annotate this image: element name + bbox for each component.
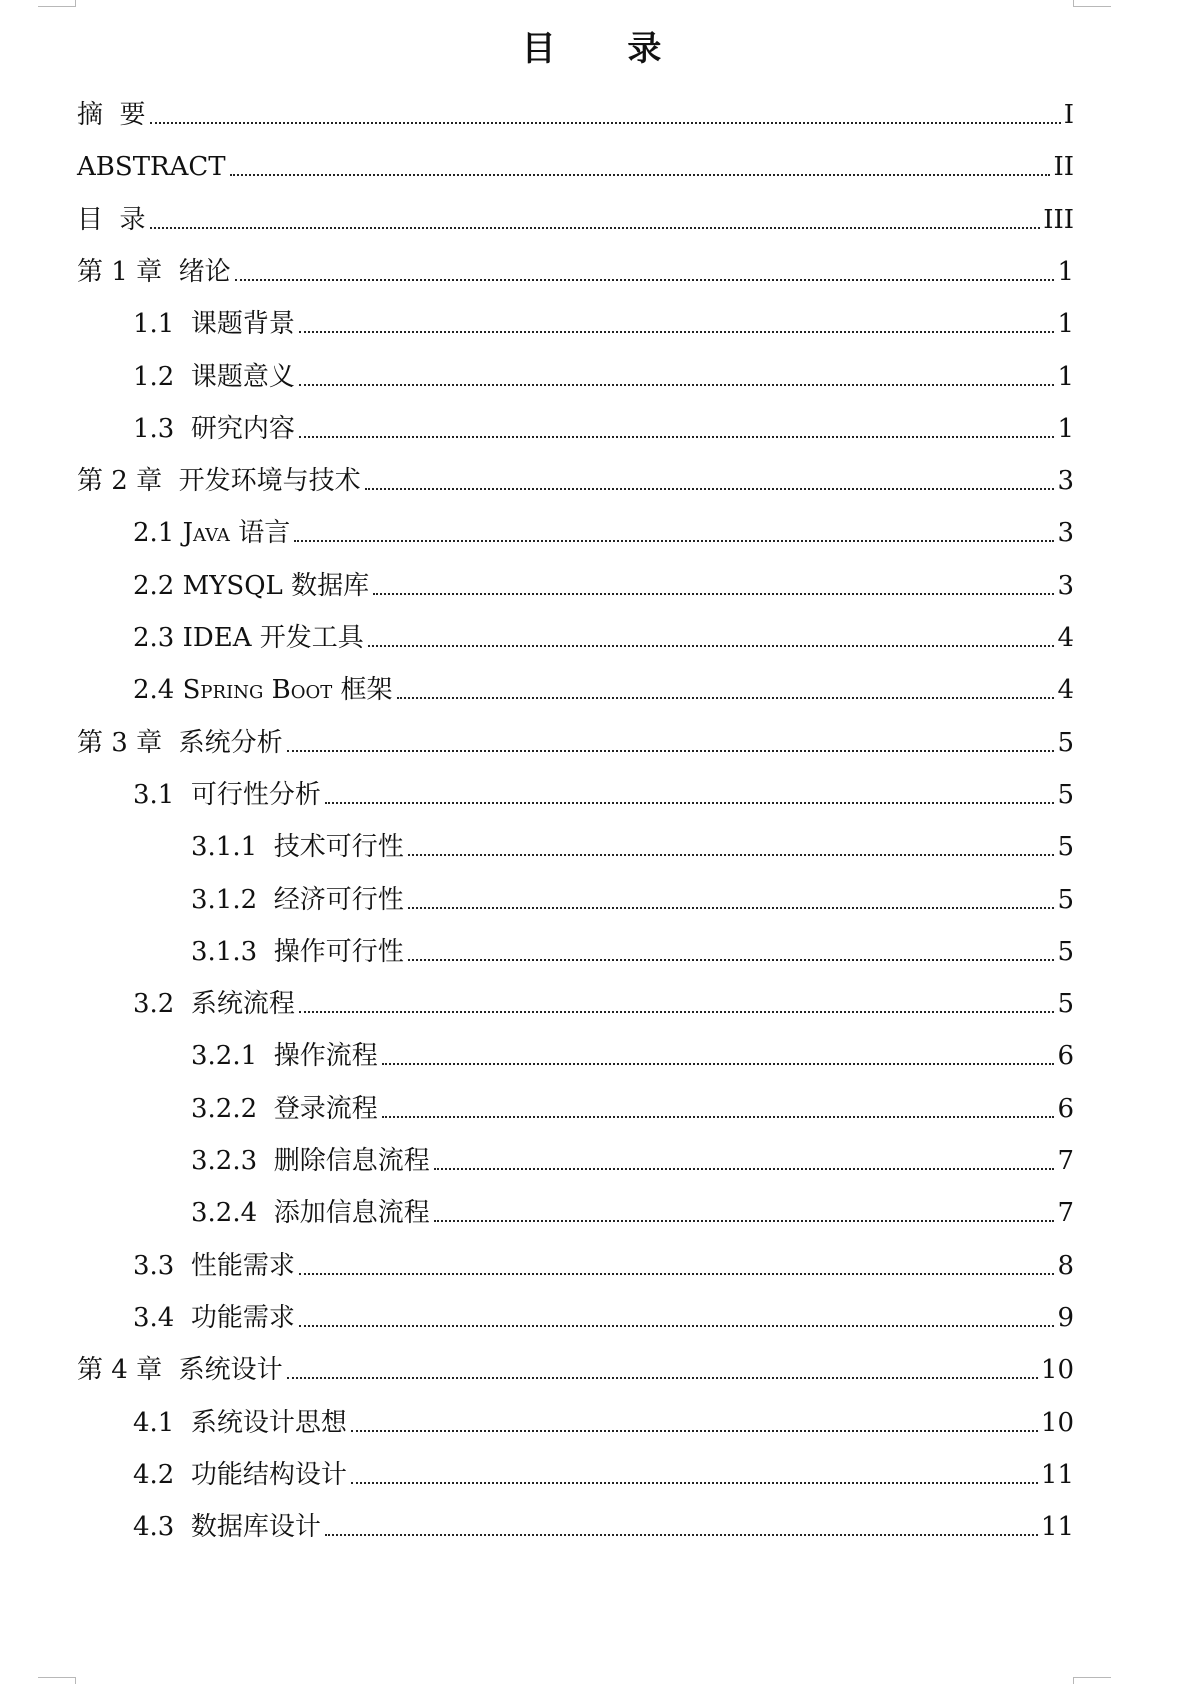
toc-entry[interactable] <box>133 507 1074 557</box>
toc-entry[interactable] <box>191 1030 1074 1080</box>
toc-dot-leader <box>434 1220 1055 1222</box>
toc-entry[interactable] <box>133 403 1074 453</box>
toc-entry-title: 性能需求 <box>190 1250 295 1281</box>
toc-page-number: 10 <box>1040 1355 1074 1386</box>
toc-entry-number: 3.2 <box>133 989 191 1020</box>
toc-entry[interactable] <box>77 194 1074 244</box>
page-corner-mark <box>1073 0 1074 7</box>
toc-entry-title: 开发环境与技术 <box>178 466 361 497</box>
toc-dot-leader <box>408 959 1055 961</box>
toc-dot-leader <box>299 436 1055 438</box>
page-corner-mark <box>1073 6 1111 7</box>
toc-entry[interactable] <box>133 769 1074 819</box>
toc-entry-number: 3.2.3 <box>191 1146 274 1176</box>
toc-entry[interactable] <box>191 821 1074 871</box>
toc-page-number: 5 <box>1057 727 1074 758</box>
toc-entry-number: 第 3 章 <box>77 727 179 758</box>
toc-entry[interactable] <box>191 926 1074 976</box>
toc-entry[interactable] <box>77 455 1074 505</box>
toc-entry-title: 操作可行性 <box>273 936 404 967</box>
toc-page-number: 7 <box>1057 1146 1074 1176</box>
toc-entry[interactable] <box>133 560 1074 610</box>
toc-entry[interactable] <box>77 1344 1074 1394</box>
toc-page-number: 7 <box>1057 1198 1074 1229</box>
toc-page-number: 11 <box>1040 1459 1074 1490</box>
toc-dot-leader <box>434 1168 1055 1170</box>
toc-page-number: 4 <box>1057 623 1074 653</box>
toc-page-number: 1 <box>1057 413 1074 444</box>
toc-entry[interactable] <box>77 717 1074 767</box>
toc-page-number: 3 <box>1057 570 1074 601</box>
toc-entry-title: 功能需求 <box>190 1302 295 1333</box>
toc-entry-number: 4.3 <box>133 1512 191 1543</box>
toc-dot-leader <box>299 331 1055 333</box>
toc-entry[interactable] <box>133 1501 1074 1551</box>
toc-page-number: 6 <box>1057 1093 1074 1124</box>
toc-page-number: 1 <box>1057 361 1074 392</box>
toc-entry[interactable] <box>133 664 1074 714</box>
toc-entry-number: 第 1 章 <box>77 256 179 287</box>
page-corner-mark <box>1073 1677 1074 1684</box>
toc-entry-number: 4.1 <box>133 1407 191 1438</box>
toc-entry-title: 数据库设计 <box>190 1512 321 1543</box>
toc-entry[interactable] <box>133 1397 1074 1447</box>
toc-entry-number: 2.1 <box>133 518 183 549</box>
toc-page-number: 8 <box>1057 1250 1074 1281</box>
page-corner-mark <box>75 0 76 7</box>
toc-page-number: II <box>1053 152 1074 183</box>
toc-entry-title: 摘 要 <box>77 100 146 130</box>
toc-entry-number: 2.2 <box>133 570 183 601</box>
toc-entry-number: 1.2 <box>133 361 191 392</box>
toc-dot-leader <box>230 174 1051 176</box>
toc-entry-title: Spring Boot 框架 <box>182 675 393 706</box>
toc-page-number: 5 <box>1057 936 1074 967</box>
toc-entry-title: 功能结构设计 <box>190 1459 347 1490</box>
toc-entry-number: 1.3 <box>133 413 191 444</box>
toc-entry-title: MYSQL 数据库 <box>182 570 370 601</box>
toc-entry-title: 删除信息流程 <box>273 1146 430 1176</box>
toc-entry-title: Java 语言 <box>182 518 291 549</box>
toc-dot-leader <box>382 1116 1055 1118</box>
toc-page-number: 5 <box>1057 989 1074 1020</box>
toc-entry-number: 第 4 章 <box>77 1355 179 1386</box>
toc-dot-leader <box>373 593 1054 595</box>
toc-entry[interactable] <box>133 1240 1074 1290</box>
toc-dot-leader <box>294 540 1054 542</box>
toc-entry-title: IDEA 开发工具 <box>182 623 364 653</box>
toc-entry[interactable] <box>191 1135 1074 1185</box>
toc-dot-leader <box>408 907 1055 909</box>
page-corner-mark <box>75 1677 76 1684</box>
toc-dot-leader <box>287 750 1055 752</box>
toc-entry-title: 绪论 <box>178 256 231 287</box>
toc-entry-number: 3.2.4 <box>191 1198 274 1229</box>
toc-entry-number: 2.3 <box>133 623 183 653</box>
toc-entry-number: 3.4 <box>133 1302 191 1333</box>
page-corner-mark <box>1073 1677 1111 1678</box>
toc-dot-leader <box>150 227 1041 229</box>
toc-entry-number: 3.3 <box>133 1250 191 1281</box>
page-corner-mark <box>38 1677 76 1678</box>
toc-entry-title: 可行性分析 <box>190 779 321 810</box>
toc-entry[interactable] <box>191 1083 1074 1133</box>
toc-entry[interactable] <box>133 298 1074 348</box>
toc-dot-leader <box>368 645 1055 647</box>
toc-entry-title: 技术可行性 <box>273 832 404 863</box>
toc-dot-leader <box>408 854 1055 856</box>
toc-entry-number: 3.2.2 <box>191 1093 274 1124</box>
toc-entry-number: 3.1.1 <box>191 832 274 863</box>
toc-dot-leader <box>382 1063 1055 1065</box>
toc-page-number: 6 <box>1057 1041 1074 1072</box>
toc-entry-number: 3.1.2 <box>191 884 274 915</box>
page-title: 目 录 <box>521 29 692 69</box>
toc-page-number: 10 <box>1040 1407 1074 1438</box>
toc-dot-leader <box>150 122 1061 124</box>
toc-dot-leader <box>397 697 1055 699</box>
toc-entry[interactable] <box>77 141 1074 191</box>
toc-entry-number: 2.4 <box>133 675 183 706</box>
toc-entry-number: 第 2 章 <box>77 466 179 497</box>
toc-entry[interactable] <box>133 1449 1074 1499</box>
toc-dot-leader <box>365 488 1055 490</box>
toc-entry-title: 添加信息流程 <box>273 1198 430 1229</box>
toc-entry-title: 研究内容 <box>190 413 295 444</box>
toc-entry-title: 系统设计 <box>178 1355 283 1386</box>
toc-page-number: 5 <box>1057 832 1074 863</box>
toc-dot-leader <box>325 1534 1038 1536</box>
toc-entry-number: 3.1.3 <box>191 936 274 967</box>
toc-page-number: 3 <box>1057 466 1074 497</box>
toc-entry-title: 课题意义 <box>190 361 295 392</box>
toc-entry-number: 3.1 <box>133 779 191 810</box>
toc-entry[interactable] <box>77 89 1074 139</box>
toc-dot-leader <box>351 1430 1038 1432</box>
toc-dot-leader <box>299 1325 1055 1327</box>
toc-dot-leader <box>299 1273 1055 1275</box>
toc-dot-leader <box>299 1011 1055 1013</box>
toc-entry-number: 1.1 <box>133 309 191 340</box>
toc-page-number: 3 <box>1057 518 1074 549</box>
toc-page-number: 5 <box>1057 884 1074 915</box>
toc-entry-title: 系统设计思想 <box>190 1407 347 1438</box>
toc-page-number: 11 <box>1040 1512 1074 1543</box>
toc-entry-title: 登录流程 <box>273 1093 378 1124</box>
toc-entry-title: 目 录 <box>77 204 146 235</box>
toc-page-number: 5 <box>1057 779 1074 810</box>
toc-entry-title: 系统流程 <box>190 989 295 1020</box>
toc-page-number: 1 <box>1057 309 1074 340</box>
page-corner-mark <box>38 6 76 7</box>
toc-dot-leader <box>235 279 1055 281</box>
toc-page-number: 9 <box>1057 1302 1074 1333</box>
toc-dot-leader <box>287 1377 1038 1379</box>
toc-page-number: III <box>1043 204 1074 235</box>
toc-dot-leader <box>299 384 1055 386</box>
toc-entry-title: 操作流程 <box>273 1041 378 1072</box>
toc-entry[interactable] <box>133 351 1074 401</box>
toc-dot-leader <box>325 802 1055 804</box>
toc-entry-title: ABSTRACT <box>77 152 226 183</box>
toc-entry[interactable] <box>191 1187 1074 1237</box>
toc-entry-number: 3.2.1 <box>191 1041 274 1072</box>
toc-entry-title: 系统分析 <box>178 727 283 758</box>
toc-entry[interactable] <box>77 246 1074 296</box>
toc-entry-number: 4.2 <box>133 1459 191 1490</box>
toc-page-number: 1 <box>1057 256 1074 287</box>
toc-entry-title: 课题背景 <box>190 309 295 340</box>
toc-page-number: 4 <box>1057 675 1074 706</box>
toc-entry[interactable] <box>133 978 1074 1028</box>
toc-entry[interactable] <box>133 612 1074 662</box>
toc-entry-title: 经济可行性 <box>273 884 404 915</box>
toc-dot-leader <box>351 1482 1038 1484</box>
toc-page-number: I <box>1063 100 1074 130</box>
toc-entry[interactable] <box>133 1292 1074 1342</box>
toc-entry[interactable] <box>191 874 1074 924</box>
